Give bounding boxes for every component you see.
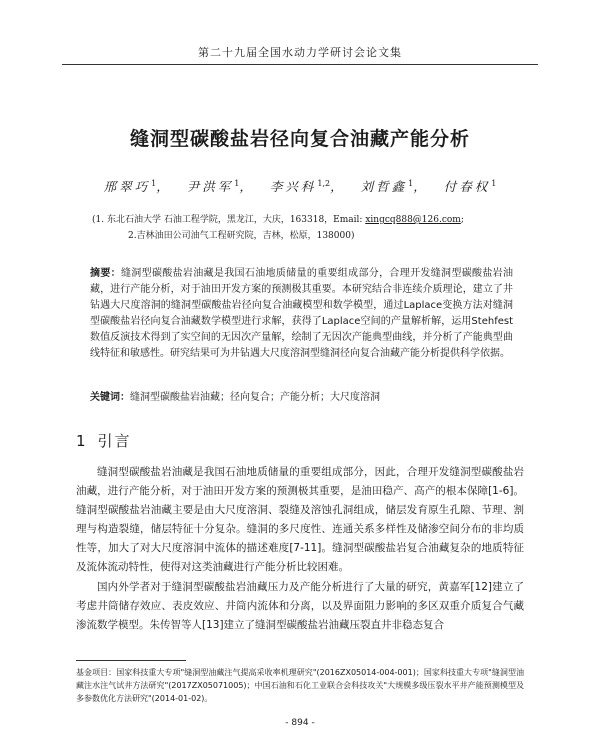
section-number: 1 <box>76 432 88 450</box>
keywords-text: 缝洞型碳酸盐岩油藏；径向复合；产能分析；大尺度溶洞 <box>130 392 380 403</box>
affiliation-1 <box>92 214 540 227</box>
affiliation-1-end: ; <box>460 215 464 225</box>
author: 李兴科$^{1,2}$， <box>269 178 346 194</box>
email-link[interactable]: xingcq888@126.com <box>365 215 461 225</box>
author-list <box>40 177 560 195</box>
keywords-label: 关键词： <box>90 392 130 403</box>
paper-title: 缝洞型碳酸盐岩径向复合油藏产能分析 <box>129 128 470 150</box>
author-affiliation-mark: 1 <box>408 178 414 188</box>
body-paragraph-2 <box>76 578 524 635</box>
page-number: - 894 - <box>285 718 315 728</box>
abstract-text: 缝洞型碳酸盐岩油藏是我国石油地质储量的重要组成部分，合理开发缝洞型碳酸盐岩油藏，进行产能分析，对于油田开发方案的预测极其重要。本研究结合非连续介质理论，建立了井钻遇大尺度溶洞的缝洞型碳酸盐岩径向复合油藏模型和数学模型，通过Laplace变换方法对缝洞型碳酸盐岩径向复合油藏数学模型进行求解，获得了Laplace空间的产量解析解，运用Stehfest数值反演技术得到了实空间的无因次产量解，绘制了无因次产能典型曲线，并分析了产能典型曲线特征和敏感性。研究结果可为井钻遇大尺度溶洞型缝洞径向复合油藏产能分析提供科学依据。 <box>90 268 514 359</box>
author-affiliation-mark: 1 <box>491 178 497 188</box>
author-name: 尹洪军 <box>186 179 234 194</box>
author: 刘哲鑫$^1$， <box>360 178 429 194</box>
author-name: 李兴科 <box>269 179 317 194</box>
running-header: 第二十九届全国水动力学研讨会论文集 <box>198 46 402 59</box>
author-affiliation-mark: 1 <box>234 178 240 188</box>
author: 邢翠巧$^1$， <box>103 178 172 194</box>
funding-footnote: 基金项目：国家科技重大专项"缝洞型油藏注气提高采收率机理研究"(2016ZX05014-004-001)；国家科技重大专项"缝洞型油藏注水注气试井方法研究"(2017ZX05071005)；中国石油和石化工业联合会科技攻关"大规模多级压裂水平井产能预测模型及多参数优化方法研究"(2014-01-02)。 <box>76 668 524 703</box>
section-title: 引言 <box>97 432 132 450</box>
keywords <box>90 391 513 405</box>
author-affiliation-mark: 1,2 <box>317 178 331 188</box>
author-name: 邢翠巧 <box>103 179 151 194</box>
paragraph-text: 国内外学者对于缝洞型碳酸盐岩油藏压力及产能分析进行了大量的研究，黄嘉军[12]建立了考虑井筒储存效应、表皮效应、井筒内流体和分离，以及界面阻力影响的多区双重介质复合气藏渗流数学模型。朱传智等人[13]建立了缝洞型碳酸盐岩油藏压裂直井非稳态复合 <box>76 581 524 631</box>
body-paragraph-1 <box>76 463 524 577</box>
author <box>444 179 497 194</box>
author-name: 付春权 <box>443 179 491 194</box>
affiliation-2: 2.吉林油田公司油气工程研究院，吉林，松原，138000) <box>128 231 355 241</box>
header-rule <box>62 64 538 65</box>
author-name: 刘哲鑫 <box>360 179 408 194</box>
section-heading <box>76 430 132 451</box>
abstract <box>90 266 513 362</box>
footnote-rule <box>76 660 186 661</box>
author-affiliation-mark: 1 <box>151 178 157 188</box>
author: 尹洪军$^1$， <box>186 178 255 194</box>
abstract-label: 摘要： <box>90 268 121 279</box>
paragraph-text: 缝洞型碳酸盐岩油藏是我国石油地质储量的重要组成部分，因此，合理开发缝洞型碳酸盐岩油藏，进行产能分析，对于油田开发方案的预测极其重要，是油田稳产、高产的根本保障[1-6]。缝洞型碳酸盐岩油藏主要是由大尺度溶洞、裂缝及溶蚀孔洞组成，储层发育原生孔隙、节理、割理与构造裂缝，储层特征十分复杂。缝洞的多尺度性、连通关系多样性及储渗空间分布的非均质性等，加大了对大尺度溶洞中流体的描述难度[7-11]。缝洞型碳酸盐岩复合油藏复杂的地质特征及流体流动特性，使得对这类油藏进行产能分析比较困难。 <box>76 466 524 573</box>
affiliation-1-text: (1. 东北石油大学 石油工程学院，黑龙江，大庆，163318，Email: <box>92 215 366 225</box>
